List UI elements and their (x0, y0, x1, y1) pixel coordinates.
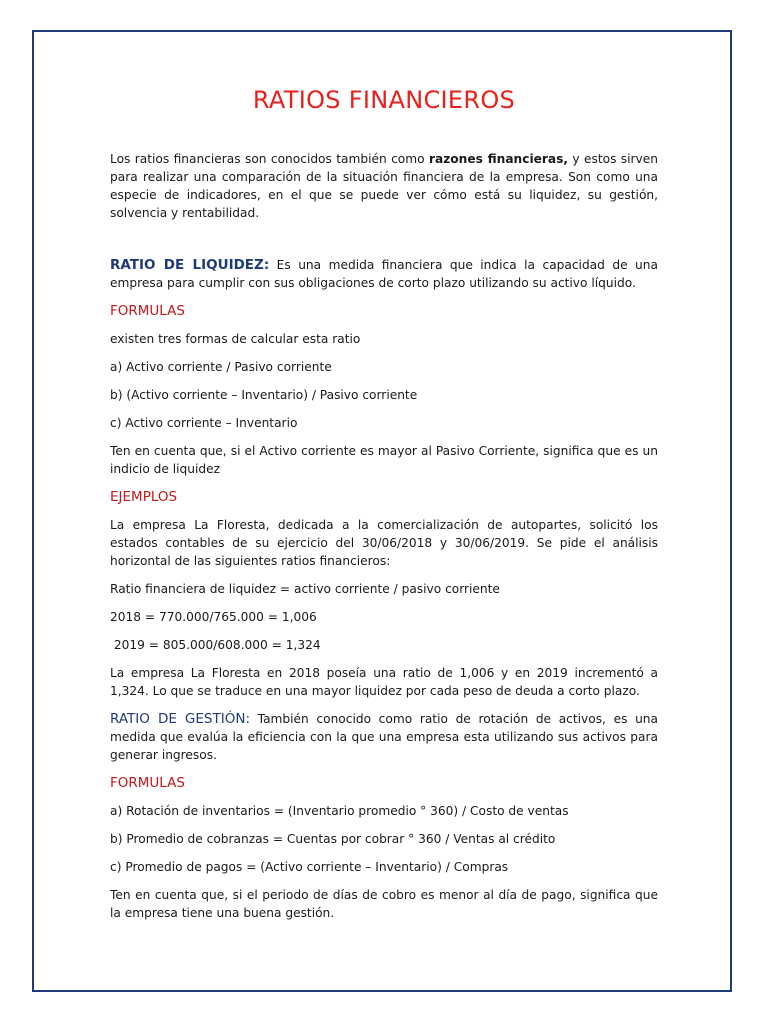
calc-2018: 2018 = 770.000/765.000 = 1,006 (110, 610, 317, 624)
liquidez-formulas-heading: FORMULAS (110, 303, 185, 319)
liquidez-note: Ten en cuenta que, si el Activo corriente es mayor al Pasivo Corriente, significa que es un indicio de liquidez (110, 444, 658, 476)
liquidez-description: Es una medida financiera que indica la capacidad de una empresa para cumplir con sus obligaciones de corto plazo utilizando su activo líquido. (110, 258, 658, 290)
liquidez-formula-b: b) (Activo corriente – Inventario) / Pasivo corriente (110, 388, 418, 402)
document-body (110, 84, 658, 922)
gestion-paragraph (110, 710, 658, 764)
intro-text-end: y estos sirven para realizar una comparación de la situación financiera de la empresa. Son como una especie de indicadores, en el que se puede ver cómo está su liquidez, su gestión, solvencia y rentabilidad. (110, 152, 658, 220)
example-conclusion: La empresa La Floresta en 2018 poseía una ratio de 1,006 y en 2019 incrementó a 1,324. Lo que se traduce en una mayor liquidez por cada peso de deuda a corto plazo. (110, 666, 658, 698)
page-title: RATIOS FINANCIEROS (252, 86, 516, 114)
liquidez-formula-c: c) Activo corriente – Inventario (110, 416, 298, 430)
example-formula: Ratio financiera de liquidez = activo corriente / pasivo corriente (110, 582, 500, 596)
gestion-heading: RATIO DE GESTIÓN: (110, 711, 250, 727)
example-paragraph: La empresa La Floresta, dedicada a la comercialización de autopartes, solicitó los estados contables de su ejercicio del 30/06/2018 y 30/06/2019. Se pide el análisis horizontal de las siguientes ratios financieros: (110, 518, 658, 568)
gestion-formula-b: b) Promedio de cobranzas = Cuentas por cobrar ° 360 / Ventas al crédito (110, 832, 556, 846)
intro-paragraph (110, 150, 658, 222)
intro-text-start: Los ratios financieras son conocidos también como (110, 152, 429, 166)
liquidez-paragraph (110, 256, 658, 292)
gestion-formulas-heading: FORMULAS (110, 775, 185, 791)
liquidez-formula-a: a) Activo corriente / Pasivo corriente (110, 360, 332, 374)
gestion-formula-a: a) Rotación de inventarios = (Inventario promedio ° 360) / Costo de ventas (110, 804, 569, 818)
gestion-formula-c: c) Promedio de pagos = (Activo corriente – Inventario) / Compras (110, 860, 509, 874)
gestion-note: Ten en cuenta que, si el periodo de días de cobro es menor al día de pago, significa que la empresa tiene una buena gestión. (110, 888, 658, 920)
liquidez-heading: RATIO DE LIQUIDEZ: (110, 257, 270, 273)
gestion-description: También conocido como ratio de rotación de activos, es una medida que evalúa la eficiencia con la que una empresa esta utilizando sus activos para generar ingresos. (110, 712, 658, 762)
intro-bold-term: razones financieras, (428, 152, 569, 166)
ejemplos-heading: EJEMPLOS (110, 489, 178, 505)
calc-2019: 2019 = 805.000/608.000 = 1,324 (110, 638, 321, 652)
liquidez-formulas-intro: existen tres formas de calcular esta ratio (110, 332, 361, 346)
